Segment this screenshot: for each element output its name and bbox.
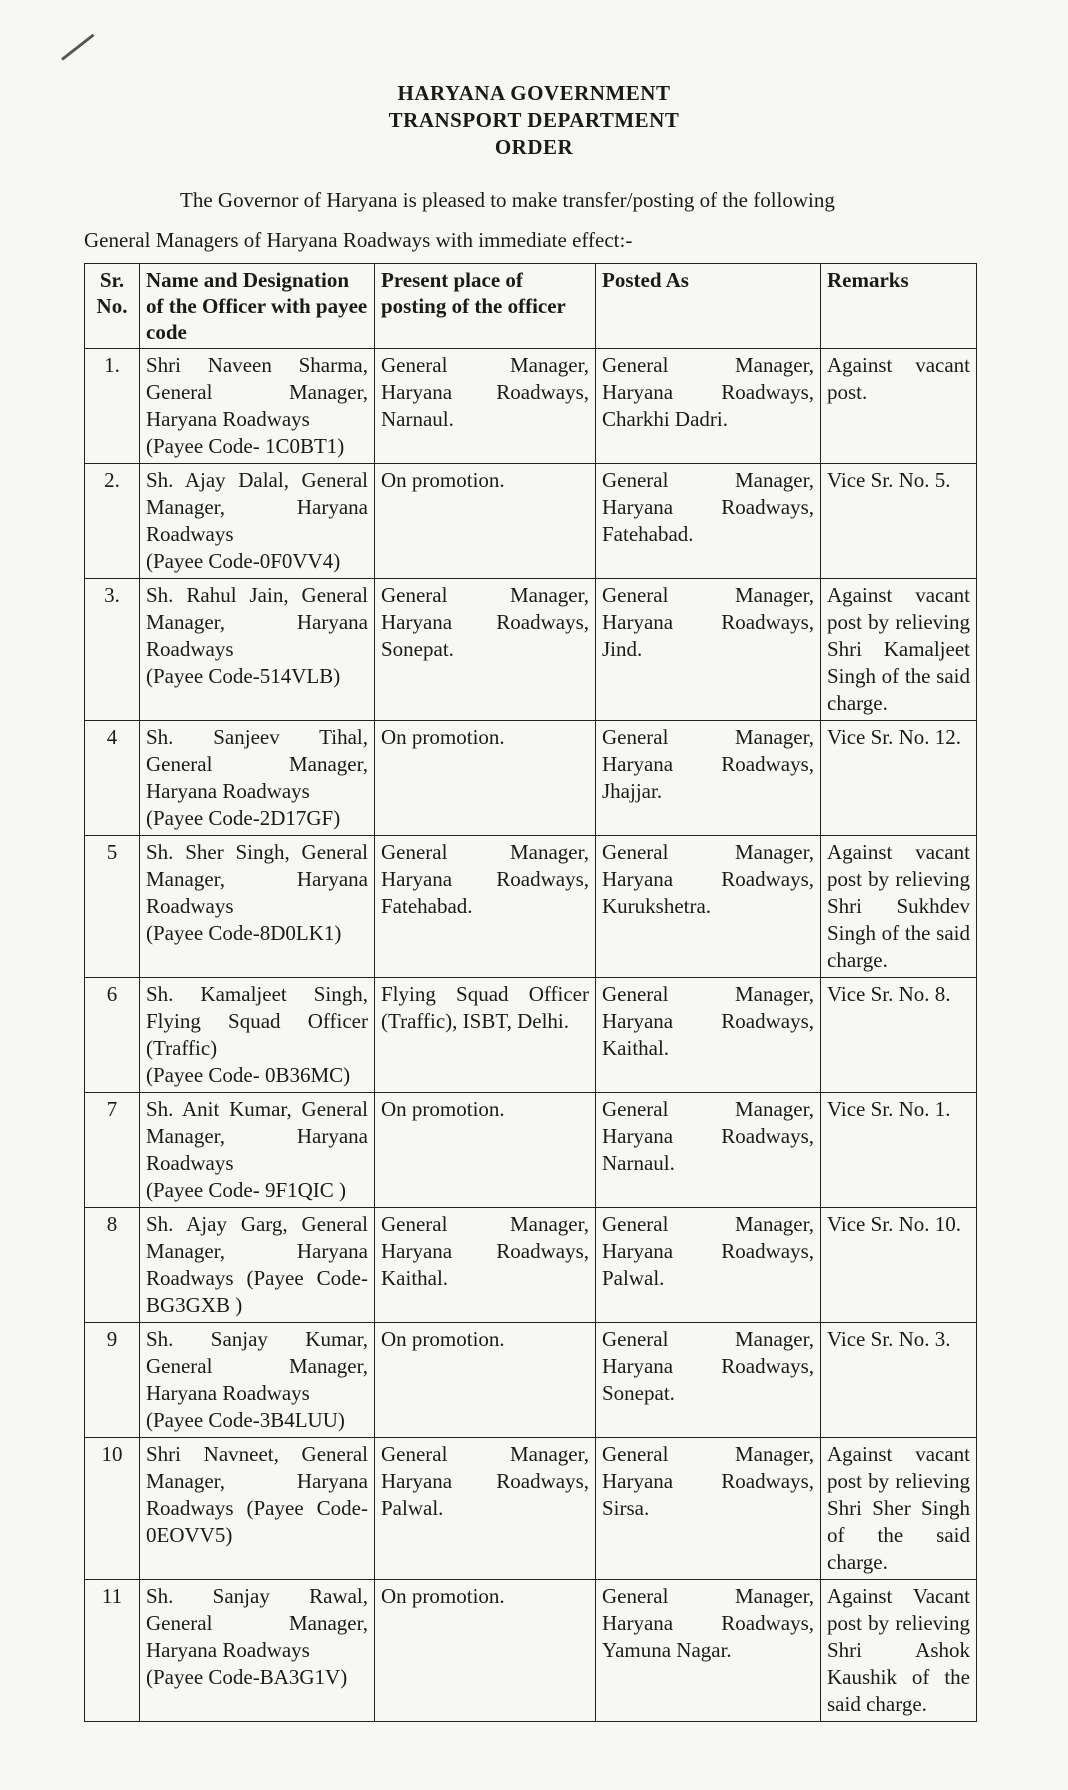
officer-name: Sh. Sanjay Rawal, General Manager, Haryana Roadways	[146, 1584, 368, 1662]
cell-posted: General Manager, Haryana Roadways, Palwal.	[596, 1208, 821, 1323]
cell-present: On promotion.	[375, 1580, 596, 1722]
cell-sr: 8	[85, 1208, 140, 1323]
cell-present: On promotion.	[375, 464, 596, 579]
order-title: ORDER	[494, 135, 574, 159]
cell-posted: General Manager, Haryana Roadways, Kurukshetra.	[596, 836, 821, 978]
cell-sr: 3.	[85, 579, 140, 721]
table-row	[85, 978, 977, 1093]
table-body	[85, 349, 977, 1722]
cell-present: General Manager, Haryana Roadways, Sonepat.	[375, 579, 596, 721]
payee-code: (Payee Code-BA3G1V)	[146, 1665, 348, 1689]
cell-remarks: Vice Sr. No. 8.	[821, 978, 977, 1093]
cell-present: Flying Squad Officer (Traffic), ISBT, Delhi.	[375, 978, 596, 1093]
cell-name	[140, 464, 375, 579]
cell-remarks: Against vacant post.	[821, 349, 977, 464]
intro-paragraph	[84, 180, 964, 260]
officer-name: Shri Naveen Sharma, General Manager, Haryana Roadways	[146, 353, 368, 431]
table-row	[85, 836, 977, 978]
transfer-table	[84, 263, 977, 1722]
officer-name: Sh. Ajay Garg, General Manager, Haryana Roadways (Payee Code- BG3GXB )	[146, 1212, 368, 1317]
officer-name: Sh. Anit Kumar, General Manager, Haryana Roadways	[146, 1097, 368, 1175]
cell-remarks: Vice Sr. No. 10.	[821, 1208, 977, 1323]
cell-posted: General Manager, Haryana Roadways, Kaithal.	[596, 978, 821, 1093]
header-name: Name and Designation of the Officer with payee code	[140, 264, 375, 349]
header-posted: Posted As	[596, 264, 821, 349]
intro-line-1: The Governor of Haryana is pleased to make transfer/posting of the following	[180, 188, 835, 212]
cell-sr: 11	[85, 1580, 140, 1722]
officer-name: Shri Navneet, General Manager, Haryana Roadways (Payee Code-0EOVV5)	[146, 1442, 368, 1547]
officer-name: Sh. Sanjay Kumar, General Manager, Haryana Roadways	[146, 1327, 368, 1405]
table-row	[85, 464, 977, 579]
cell-sr: 10	[85, 1438, 140, 1580]
cell-name	[140, 836, 375, 978]
document-header	[0, 80, 1068, 161]
table-header-row	[85, 264, 977, 349]
table-row	[85, 1580, 977, 1722]
cell-remarks: Vice Sr. No. 3.	[821, 1323, 977, 1438]
cell-present: General Manager, Haryana Roadways, Palwal.	[375, 1438, 596, 1580]
header-present: Present place of posting of the officer	[375, 264, 596, 349]
table-row	[85, 1093, 977, 1208]
cell-name	[140, 978, 375, 1093]
govt-title: HARYANA GOVERNMENT	[397, 81, 671, 105]
intro-line-2: General Managers of Haryana Roadways with immediate effect:-	[84, 228, 633, 252]
table-row	[85, 1438, 977, 1580]
cell-remarks: Against vacant post by relieving Shri Sukhdev Singh of the said charge.	[821, 836, 977, 978]
payee-code: (Payee Code- 1C0BT1)	[146, 434, 345, 458]
cell-name	[140, 1208, 375, 1323]
payee-code: (Payee Code-3B4LUU)	[146, 1408, 345, 1432]
cell-remarks: Against Vacant post by relieving Shri Ashok Kaushik of the said charge.	[821, 1580, 977, 1722]
cell-name	[140, 1093, 375, 1208]
table-row	[85, 349, 977, 464]
officer-name: Sh. Kamaljeet Singh, Flying Squad Officer (Traffic)	[146, 982, 368, 1060]
cell-posted: General Manager, Haryana Roadways, Narnaul.	[596, 1093, 821, 1208]
payee-code: (Payee Code-514VLB)	[146, 664, 341, 688]
cell-present: General Manager, Haryana Roadways, Kaithal.	[375, 1208, 596, 1323]
officer-name: Sh. Sher Singh, General Manager, Haryana Roadways	[146, 840, 368, 918]
table-row	[85, 721, 977, 836]
cell-present: On promotion.	[375, 1093, 596, 1208]
officer-name: Sh. Sanjeev Tihal, General Manager, Haryana Roadways	[146, 725, 368, 803]
cell-sr: 4	[85, 721, 140, 836]
cell-posted: General Manager, Haryana Roadways, Jind.	[596, 579, 821, 721]
payee-code: (Payee Code- 9F1QIC )	[146, 1178, 347, 1202]
cell-name	[140, 1438, 375, 1580]
payee-code: (Payee Code- 0B36MC)	[146, 1063, 351, 1087]
cell-posted: General Manager, Haryana Roadways, Charkhi Dadri.	[596, 349, 821, 464]
payee-code: (Payee Code-0F0VV4)	[146, 549, 341, 573]
cell-present: On promotion.	[375, 721, 596, 836]
cell-sr: 7	[85, 1093, 140, 1208]
officer-name: Sh. Rahul Jain, General Manager, Haryana Roadways	[146, 583, 368, 661]
pen-mark	[61, 34, 94, 61]
payee-code: (Payee Code-8D0LK1)	[146, 921, 342, 945]
cell-sr: 6	[85, 978, 140, 1093]
cell-remarks: Vice Sr. No. 12.	[821, 721, 977, 836]
cell-posted: General Manager, Haryana Roadways, Fatehabad.	[596, 464, 821, 579]
cell-present: On promotion.	[375, 1323, 596, 1438]
cell-sr: 9	[85, 1323, 140, 1438]
officer-name: Sh. Ajay Dalal, General Manager, Haryana Roadways	[146, 468, 368, 546]
cell-posted: General Manager, Haryana Roadways, Sonepat.	[596, 1323, 821, 1438]
payee-code: (Payee Code-2D17GF)	[146, 806, 341, 830]
cell-remarks: Against vacant post by relieving Shri Sher Singh of the said charge.	[821, 1438, 977, 1580]
cell-name	[140, 1580, 375, 1722]
cell-present: General Manager, Haryana Roadways, Narnaul.	[375, 349, 596, 464]
cell-remarks: Vice Sr. No. 1.	[821, 1093, 977, 1208]
cell-posted: General Manager, Haryana Roadways, Sirsa.	[596, 1438, 821, 1580]
cell-sr: 1.	[85, 349, 140, 464]
cell-remarks: Against vacant post by relieving Shri Kamaljeet Singh of the said charge.	[821, 579, 977, 721]
cell-name	[140, 721, 375, 836]
cell-name	[140, 349, 375, 464]
cell-posted: General Manager, Haryana Roadways, Yamuna Nagar.	[596, 1580, 821, 1722]
department-title: TRANSPORT DEPARTMENT	[388, 108, 680, 132]
cell-sr: 2.	[85, 464, 140, 579]
cell-name	[140, 579, 375, 721]
table-row	[85, 1323, 977, 1438]
cell-remarks: Vice Sr. No. 5.	[821, 464, 977, 579]
cell-name	[140, 1323, 375, 1438]
header-sr: Sr. No.	[85, 264, 140, 349]
cell-posted: General Manager, Haryana Roadways, Jhajjar.	[596, 721, 821, 836]
cell-present: General Manager, Haryana Roadways, Fatehabad.	[375, 836, 596, 978]
table-row	[85, 579, 977, 721]
table-row	[85, 1208, 977, 1323]
header-remarks: Remarks	[821, 264, 977, 349]
cell-sr: 5	[85, 836, 140, 978]
